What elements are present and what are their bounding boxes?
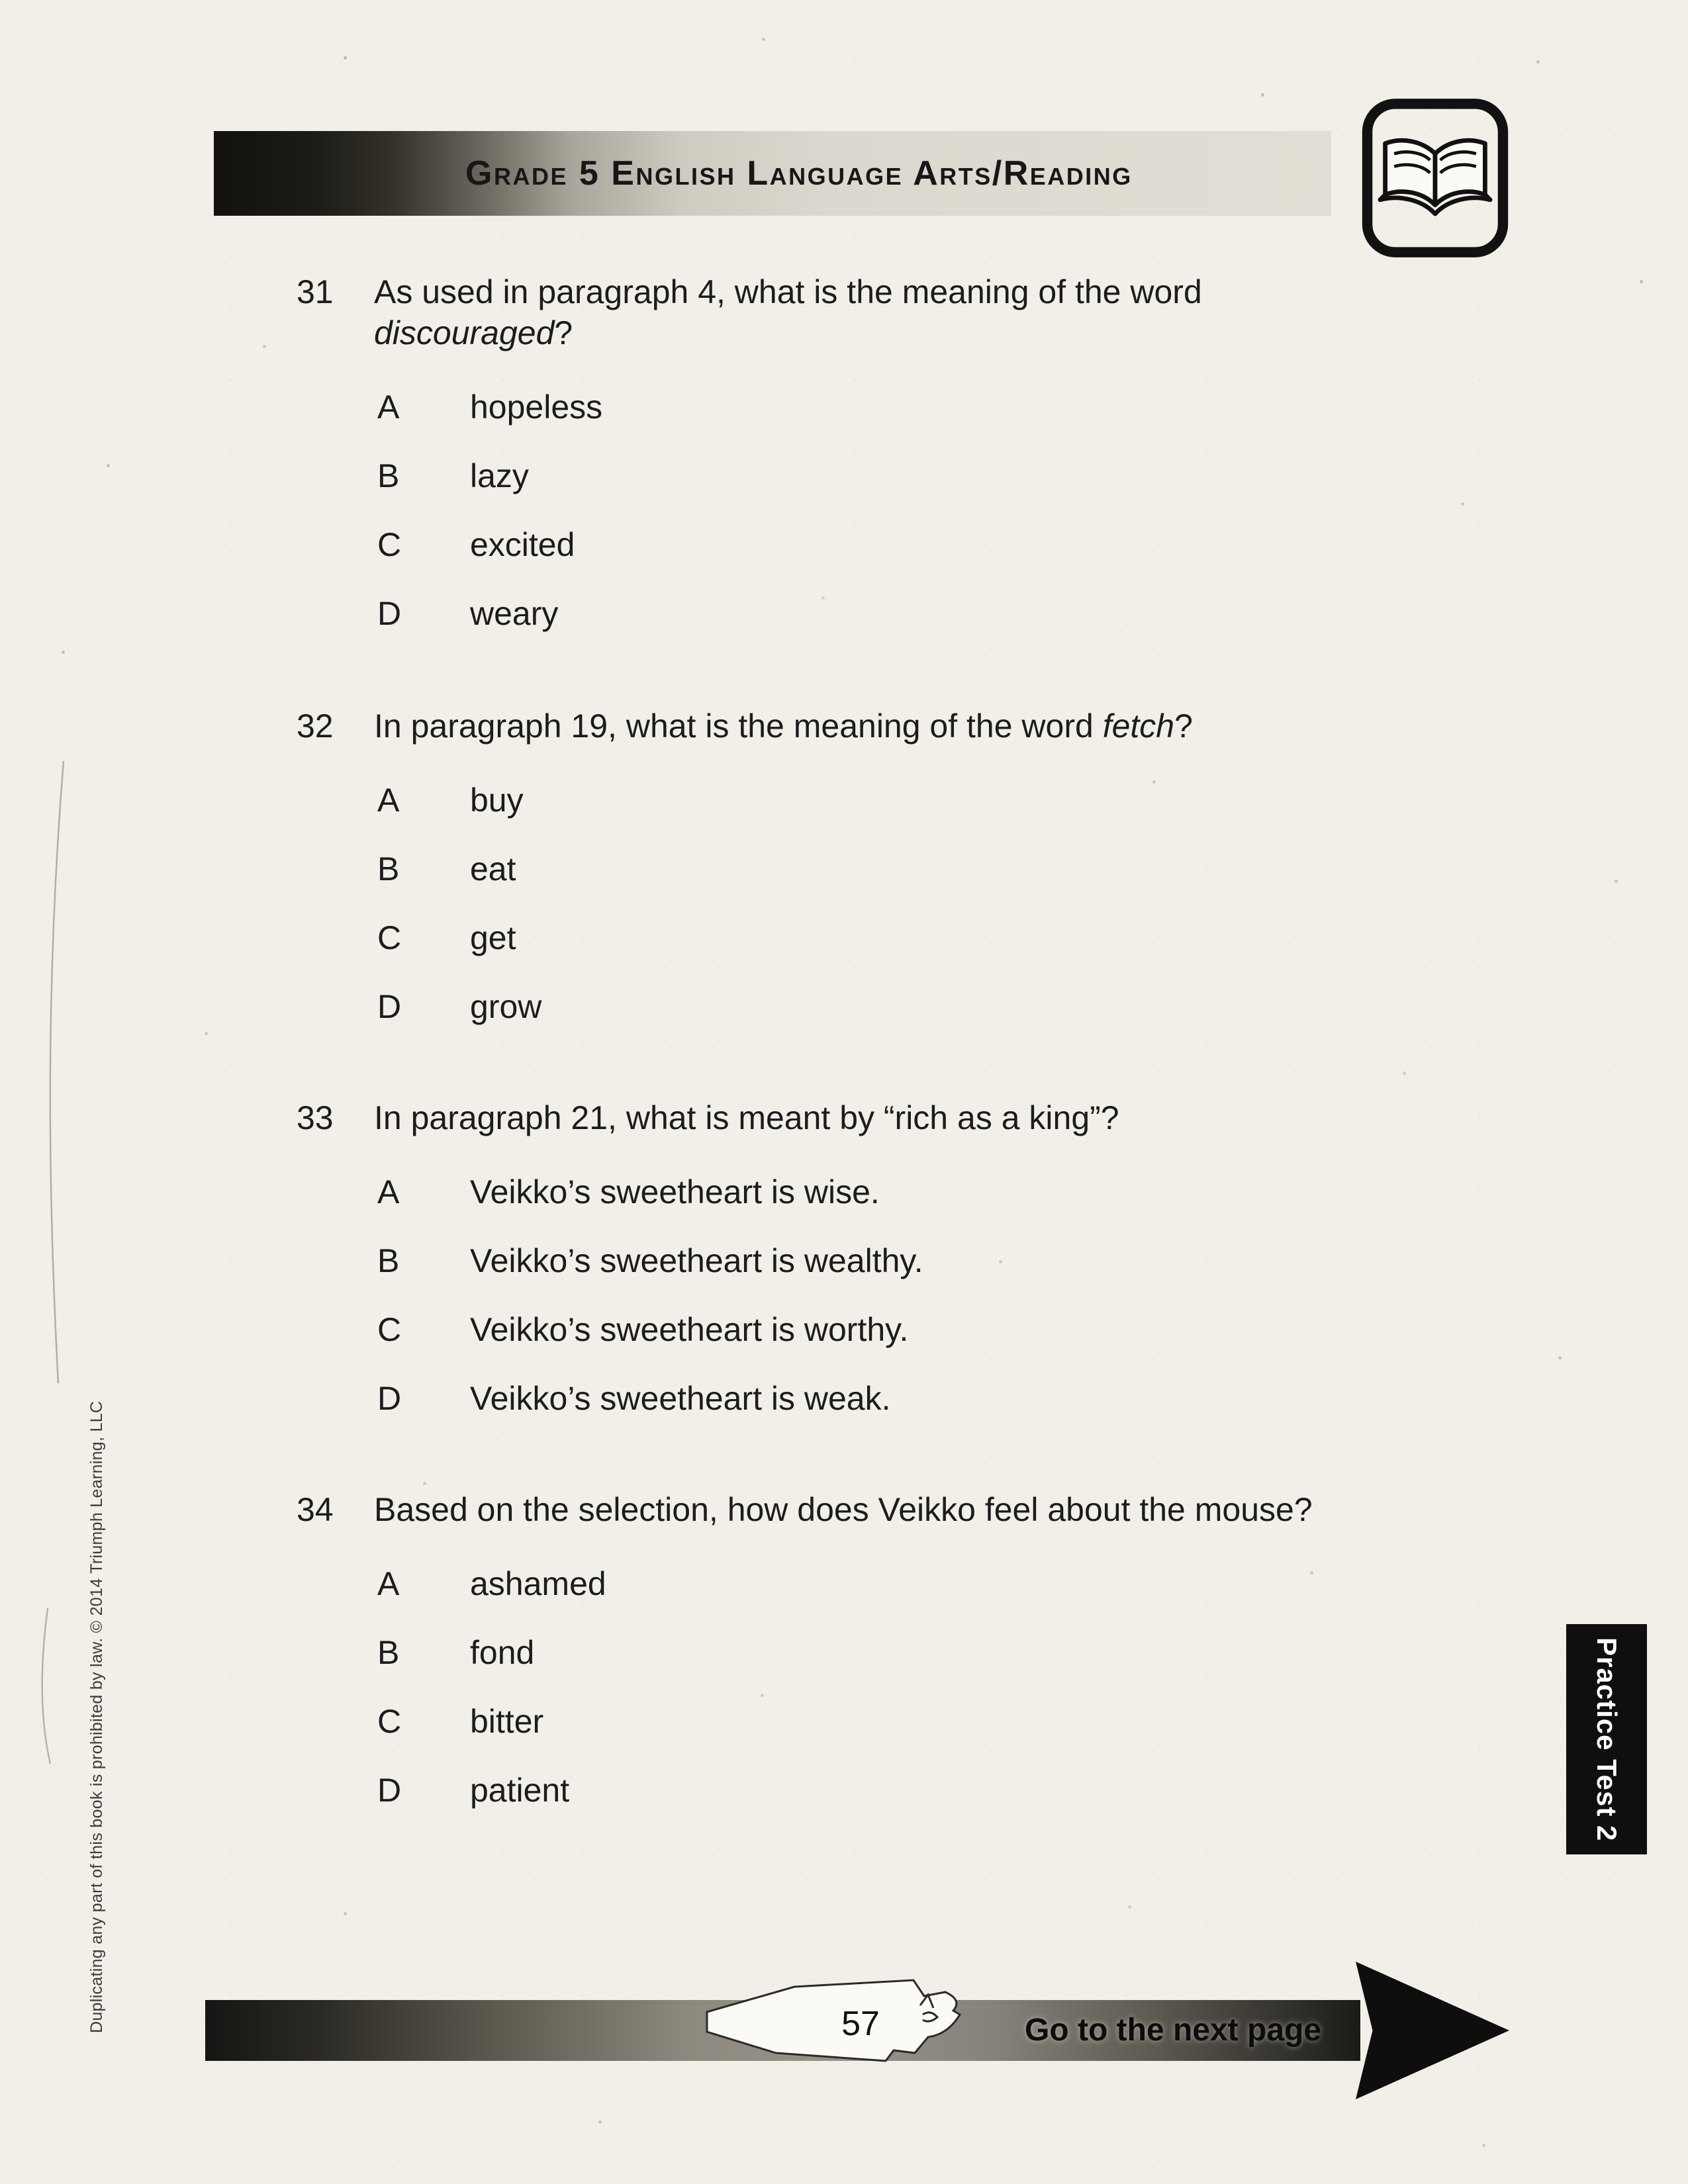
answer-option-d [377,1382,1435,1415]
answer-option-c [377,1313,1435,1346]
option-text: patient [470,1772,570,1809]
practice-test-tab-label: Practice Test 2 [1591,1637,1622,1842]
option-text: get [470,919,516,956]
option-letter: C [377,919,402,956]
question-stem [374,705,1193,747]
question-34 [297,1489,1435,1843]
option-text: lazy [470,457,529,494]
option-text: Veikko’s sweetheart is wealthy. [470,1242,923,1279]
page-title: Grade 5 English Language Arts/Reading [465,154,1133,193]
option-letter: A [377,1173,400,1210]
stem-italic-word: fetch [1102,707,1175,745]
answer-option-b [377,1636,1435,1669]
question-number: 32 [297,707,334,745]
stem-italic-word: discouraged [374,314,555,351]
option-letter: D [377,595,402,632]
answer-option-c [377,921,1435,954]
answer-option-a [377,390,1435,424]
answer-option-b [377,459,1435,492]
option-text: Veikko’s sweetheart is weak. [470,1380,891,1417]
answer-option-c [377,528,1435,561]
option-text: grow [470,988,542,1025]
footer-arrow-head-icon [1356,1962,1509,2099]
stem-text: Based on the selection, how does Veikko feel about the mouse? [374,1491,1313,1528]
option-letter: B [377,457,400,494]
option-letter: B [377,1634,400,1671]
answer-option-a [377,784,1435,817]
answer-option-a [377,1567,1435,1600]
answer-option-d [377,1774,1435,1807]
option-letter: B [377,1242,400,1279]
answer-option-b [377,1244,1435,1277]
answer-options [377,784,1435,1023]
option-text: fond [470,1634,535,1671]
open-book-icon [1358,93,1512,263]
page-number: 57 [841,2005,880,2043]
option-text: Veikko’s sweetheart is wise. [470,1173,880,1210]
option-text: ashamed [470,1565,606,1602]
option-text: buy [470,782,524,819]
stem-suffix: ? [1174,707,1193,745]
answer-option-c [377,1705,1435,1738]
answer-options [377,390,1435,630]
question-number: 31 [297,273,334,310]
option-letter: D [377,1380,402,1417]
stem-text: In paragraph 21, what is meant by “rich as a king”? [374,1099,1119,1136]
next-page-label: Go to the next page [1025,2013,1322,2048]
question-33 [297,1097,1435,1451]
answer-option-a [377,1175,1435,1208]
option-letter: B [377,850,400,887]
option-text: bitter [470,1703,544,1740]
practice-test-tab [1566,1624,1647,1854]
answer-option-d [377,597,1435,630]
scan-line-artifacts [0,0,132,2184]
option-letter: D [377,1772,402,1809]
question-stem [374,1097,1119,1138]
option-text: excited [470,526,575,563]
option-letter: A [377,1565,400,1602]
answer-option-b [377,852,1435,886]
scan-speckles [0,0,2,2]
question-stem [374,271,1407,353]
option-letter: A [377,782,400,819]
answer-options [377,1175,1435,1415]
question-number: 33 [297,1099,334,1136]
question-number: 34 [297,1491,334,1528]
option-letter: A [377,388,400,426]
answer-option-d [377,990,1435,1023]
question-31 [297,271,1435,666]
stem-suffix: ? [554,314,573,351]
option-text: Veikko’s sweetheart is worthy. [470,1311,909,1348]
stem-text: As used in paragraph 4, what is the meaning of the word [374,273,1202,310]
answer-options [377,1567,1435,1807]
question-stem [374,1489,1313,1530]
question-32 [297,705,1435,1059]
copyright-note: Duplicating any part of this book is prohibited by law. © 2014 Triumph Learning, LLC [87,1400,106,2033]
option-text: eat [470,850,516,887]
header-banner [214,131,1331,216]
option-text: hopeless [470,388,603,426]
stem-text: In paragraph 19, what is the meaning of the word [374,707,1103,745]
option-letter: C [377,1311,402,1348]
option-text: weary [470,595,559,632]
option-letter: C [377,526,402,563]
option-letter: D [377,988,402,1025]
option-letter: C [377,1703,402,1740]
